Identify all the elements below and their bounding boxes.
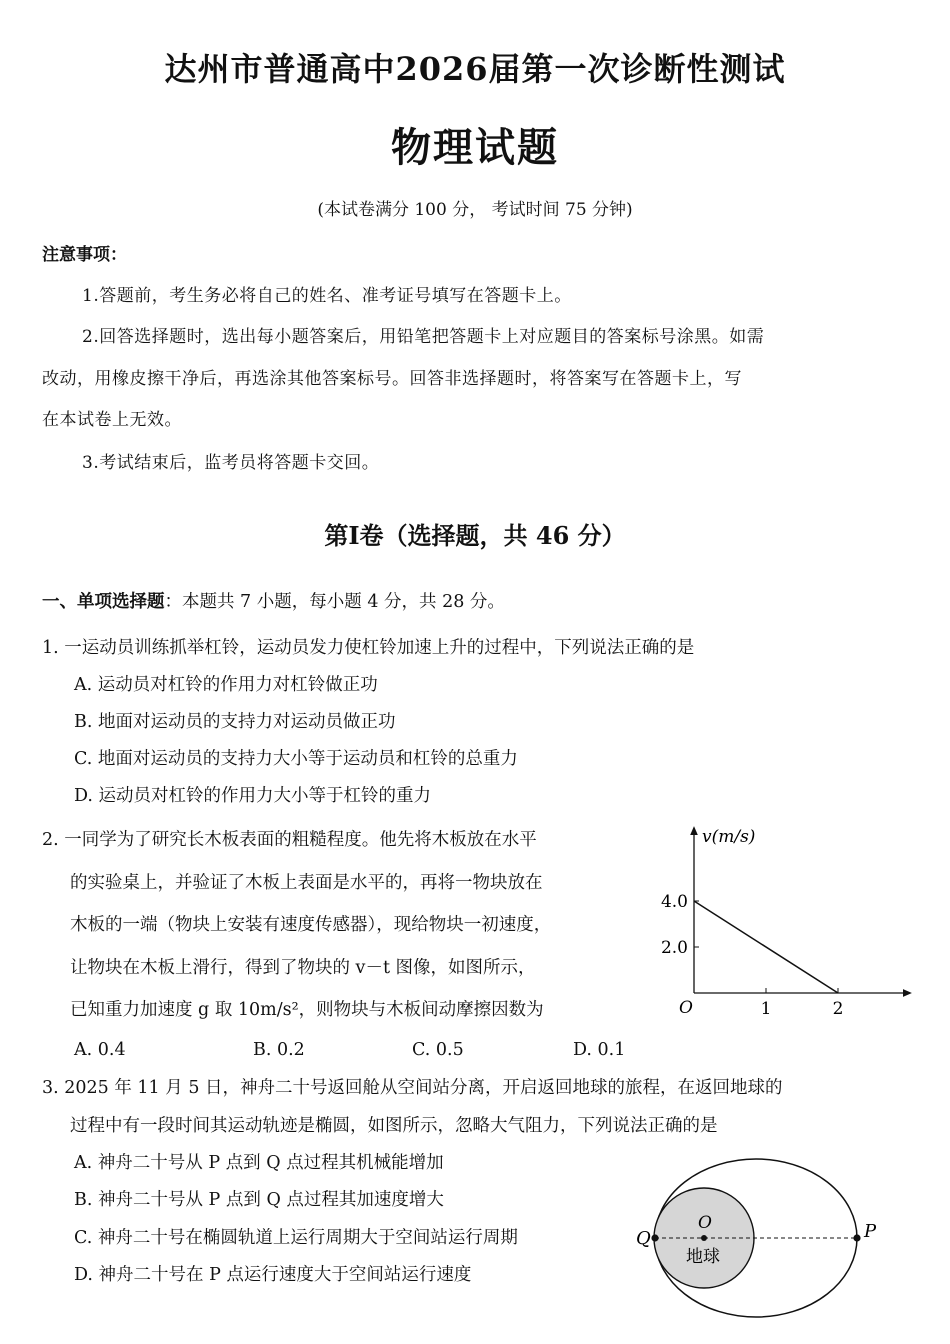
q3-stem-line-1: 3. 2025 年 11 月 5 日，神舟二十号返回舱从空间站分离，开启返回地球的旅程，在返回地球的 <box>42 1078 783 1098</box>
q2-stem-line-2: 的实验桌上，并验证了木板上表面是水平的，再将一物块放在 <box>70 873 543 893</box>
notice-heading: 注意事项： <box>42 245 127 265</box>
q1-option-c: C. 地面对运动员的支持力大小等于运动员和杠铃的总重力 <box>74 749 518 769</box>
notice-item-2-line-2: 改动，用橡皮擦干净后，再选涂其他答案标号。回答非选择题时，将答案写在答题卡上，写 <box>42 369 742 389</box>
q3-option-d: D. 神舟二十号在 P 点运行速度大于空间站运行速度 <box>74 1265 472 1285</box>
q2-stem-line-5: 已知重力加速度 g 取 10m/s²，则物块与木板间动摩擦因数为 <box>70 1000 544 1020</box>
point-o <box>701 1235 707 1241</box>
q1-option-a: A. 运动员对杠铃的作用力对杠铃做正功 <box>74 675 378 695</box>
exam-info: (本试卷满分 100 分， 考试时间 75 分钟) <box>317 200 633 220</box>
notice-item-2-line-3: 在本试卷上无效。 <box>42 410 182 430</box>
notice-item-3: 3.考试结束后，监考员将答题卡交回。 <box>82 453 380 473</box>
point-p <box>853 1234 860 1241</box>
x-tick-label-2: 2 <box>832 999 844 1019</box>
y-axis-label: v(m/s) <box>702 827 756 847</box>
label-p: P <box>864 1221 877 1242</box>
q2-option-a: A. 0.4 <box>74 1040 126 1060</box>
orbit-diagram <box>620 1158 890 1340</box>
series-line-0 <box>694 901 838 993</box>
section-title: 第Ⅰ卷（选择题，共 46 分） <box>324 521 626 550</box>
notice-item-2-line-1: 2.回答选择题时，选出每小题答案后，用铅笔把答题卡上对应题目的答案标号涂黑。如需 <box>82 327 765 347</box>
q3-stem-line-2: 过程中有一段时间其运动轨迹是椭圆，如图所示，忽略大气阻力，下列说法正确的是 <box>70 1116 718 1136</box>
y-tick-label-4.0: 4.0 <box>660 892 688 912</box>
q1-stem: 1. 一运动员训练抓举杠铃，运动员发力使杠铃加速上升的过程中，下列说法正确的是 <box>42 638 695 658</box>
y-tick-label-2.0: 2.0 <box>660 938 688 958</box>
point-q <box>651 1234 658 1241</box>
vt-graph <box>650 818 920 1028</box>
label-o: O <box>698 1213 712 1233</box>
x-tick-label-1: 1 <box>760 999 772 1019</box>
exam-title: 达州市普通高中2026届第一次诊断性测试 <box>164 50 786 88</box>
q2-stem-line-1: 2. 一同学为了研究长木板表面的粗糙程度。他先将木板放在水平 <box>42 830 537 850</box>
part-label: 一、单项选择题 <box>42 592 165 612</box>
q2-option-b: B. 0.2 <box>253 1040 305 1060</box>
q2-stem-line-4: 让物块在木板上滑行，得到了物块的 v－t 图像，如图所示， <box>70 958 536 978</box>
q1-option-d: D. 运动员对杠铃的作用力大小等于杠铃的重力 <box>74 786 432 806</box>
q2-stem-line-3: 木板的一端（物块上安装有速度传感器），现给物块一初速度， <box>70 915 552 935</box>
notice-item-1: 1.答题前，考生务必将自己的姓名、准考证号填写在答题卡上。 <box>82 286 572 306</box>
part-description: ：本题共 7 小题，每小题 4 分，共 28 分。 <box>164 592 505 612</box>
q3-option-c: C. 神舟二十号在椭圆轨道上运行周期大于空间站运行周期 <box>74 1228 518 1248</box>
subject-title: 物理试题 <box>391 124 559 171</box>
label-q: Q <box>636 1228 651 1249</box>
q2-option-d: D. 0.1 <box>573 1040 626 1060</box>
q3-option-a: A. 神舟二十号从 P 点到 Q 点过程其机械能增加 <box>74 1153 444 1173</box>
origin-label: O <box>679 998 693 1018</box>
q2-option-c: C. 0.5 <box>412 1040 464 1060</box>
earth-label: 地球 <box>686 1247 720 1267</box>
part-heading <box>42 588 505 613</box>
q3-option-b: B. 神舟二十号从 P 点到 Q 点过程其加速度增大 <box>74 1190 444 1210</box>
q1-option-b: B. 地面对运动员的支持力对运动员做正功 <box>74 712 396 732</box>
